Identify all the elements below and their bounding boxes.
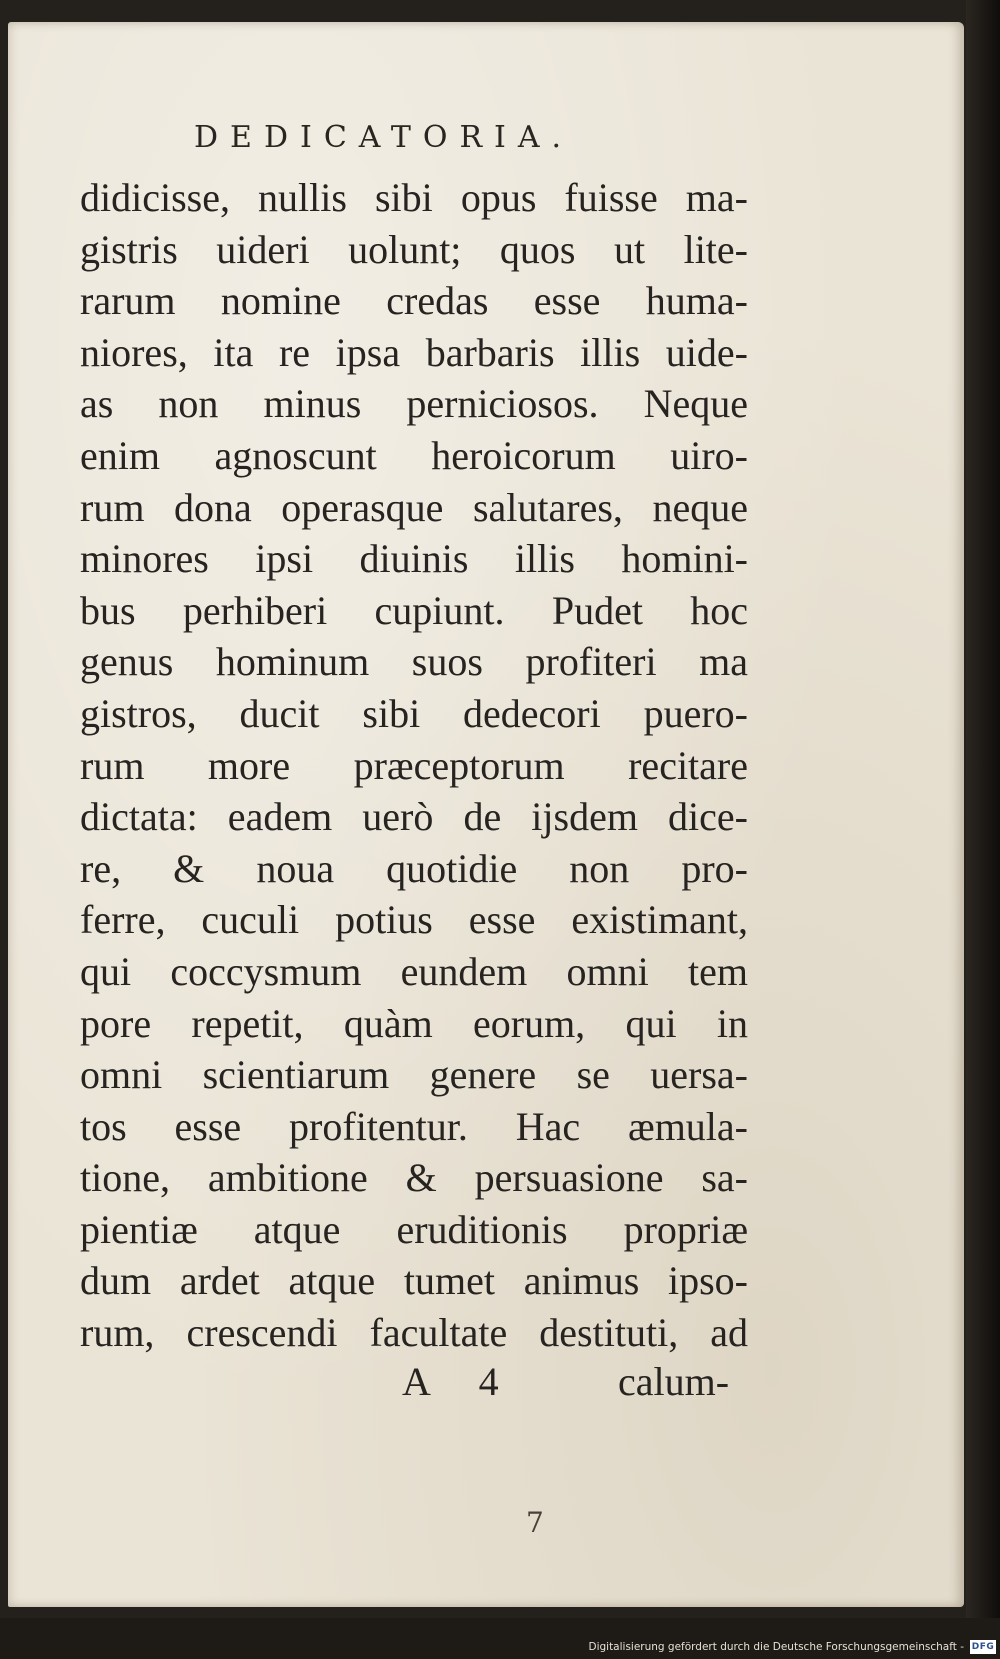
text-line: gistris uideri uolunt; quos ut lite-: [80, 226, 748, 272]
text-line: rum, crescendi facultate destituti, ad: [80, 1310, 748, 1356]
book-page: [8, 22, 964, 1607]
text-line: pientiæ atque eruditionis propriæ: [80, 1206, 748, 1252]
text-line: didicisse, nullis sibi opus fuisse ma-: [80, 175, 748, 220]
pencil-mark: 7: [526, 1506, 544, 1539]
signature-mark: A 4: [402, 1359, 519, 1404]
text-line: niores, ita re ipsa barbaris illis uide-: [80, 329, 748, 375]
text-line: minores ipsi diuinis illis homini-: [80, 536, 748, 582]
text-line: tos esse profitentur. Hac æmula-: [80, 1103, 748, 1149]
credit-bar: [0, 1618, 1000, 1659]
text-line: dictata: eadem uerò de ijsdem dice-: [80, 794, 748, 840]
text-line: as non minus perniciosos. Neque: [80, 381, 748, 427]
text-line: tione, ambitione & persuasione sa-: [80, 1155, 748, 1201]
text-line: rum more præceptorum recitare: [80, 742, 748, 788]
text-block: [80, 172, 748, 1359]
text-line: dum ardet atque tumet animus ipso-: [80, 1258, 748, 1304]
running-head: DEDICATORIA.: [194, 120, 574, 155]
text-line: ferre, cuculi potius esse existimant,: [80, 897, 748, 943]
text-line: re, & noua quotidie non pro-: [80, 845, 748, 891]
dfg-logo-icon: DFG: [971, 1642, 995, 1652]
text-line: genus hominum suos profiteri ma: [80, 639, 748, 685]
catchword: calum-: [618, 1359, 730, 1404]
text-line: enim agnoscunt heroicorum uiro-: [80, 432, 748, 478]
text-line: gistros, ducit sibi dedecori puero-: [80, 690, 748, 736]
text-line: omni scientiarum genere se uersa-: [80, 1052, 748, 1098]
text-line: rarum nomine credas esse huma-: [80, 278, 748, 324]
credit-text: Digitalisierung gefördert durch die Deutsche Forschungsgemeinschaft -: [588, 1641, 964, 1653]
text-line: rum dona operasque salutares, neque: [80, 484, 748, 530]
spine-shadow: [966, 0, 1000, 1659]
text-line: bus perhiberi cupiunt. Pudet hoc: [80, 587, 748, 633]
text-line: pore repetit, quàm eorum, qui in: [80, 1000, 748, 1046]
page-footer: [8, 1358, 964, 1414]
text-line: qui coccysmum eundem omni tem: [80, 948, 748, 994]
